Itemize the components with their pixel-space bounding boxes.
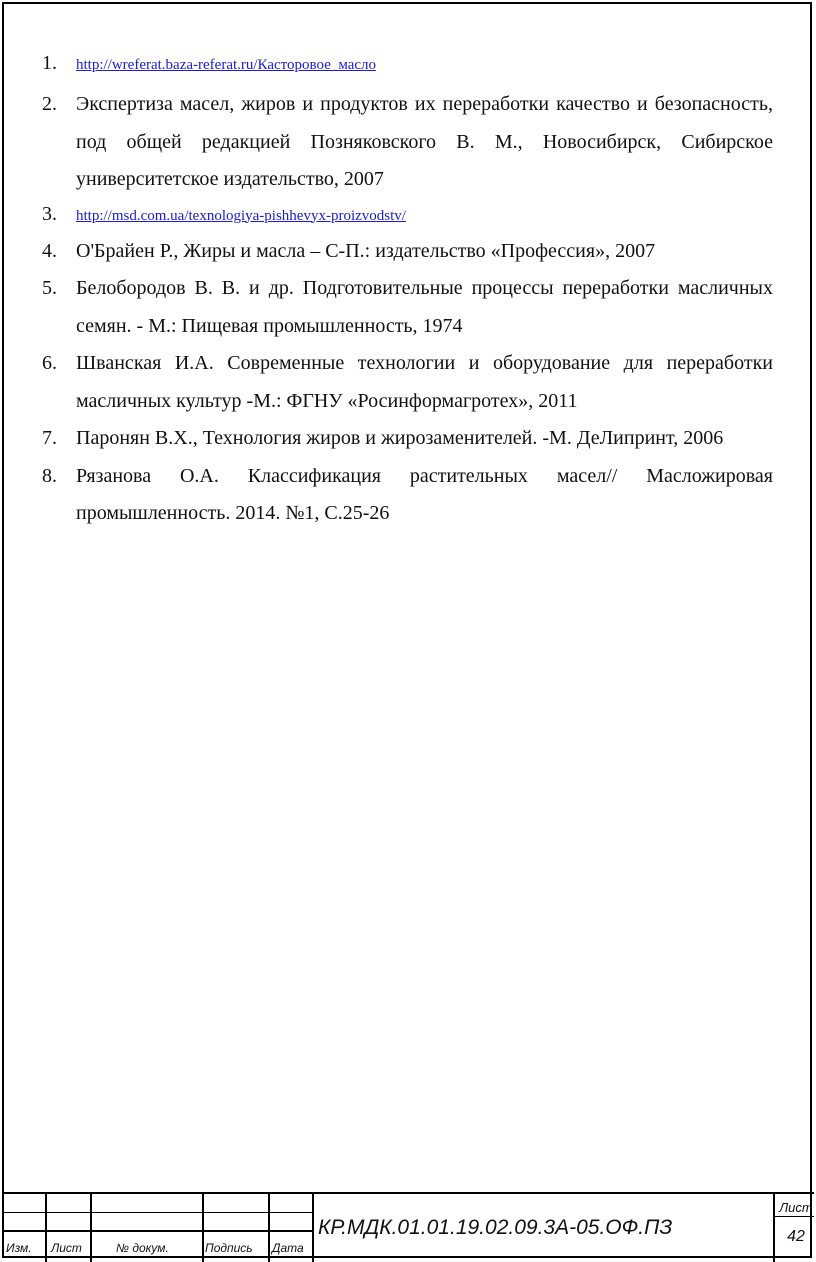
- grid-divider: [45, 1194, 47, 1262]
- reference-list-section: [42, 48, 773, 533]
- grid-divider: [202, 1194, 204, 1262]
- reference-text: Экспертиза масел, жиров и продуктов их переработки качество и безопасность, под общей редакцией Позняковского В. М., Новосибирск, Сибирское университетское издательство, 2007: [76, 93, 773, 190]
- reference-item-5: [42, 270, 773, 345]
- reference-item-8: [42, 458, 773, 533]
- col-label-sheet: Лист: [51, 1241, 82, 1255]
- reference-text: О'Брайен Р., Жиры и масла – С-П.: издательство «Профессия», 2007: [76, 239, 656, 262]
- reference-link[interactable]: http://msd.com.ua/texnologiya-pishhevyx-proizvodstv/: [76, 207, 406, 224]
- reference-number: 6.: [42, 352, 57, 374]
- col-label-date: Дата: [272, 1241, 304, 1255]
- reference-item-4: [42, 233, 773, 271]
- grid-divider: [773, 1194, 775, 1262]
- reference-item-6: [42, 345, 773, 420]
- grid-row-line: [2, 1230, 312, 1232]
- reference-text: Рязанова О.А. Классификация растительных масел// Масложировая промышленность. 2014. №1, С.25-26: [76, 464, 773, 524]
- grid-divider: [312, 1194, 314, 1262]
- sheet-number: 42: [787, 1228, 805, 1245]
- reference-number: 4.: [42, 239, 57, 262]
- grid-divider: [90, 1194, 92, 1262]
- reference-link[interactable]: http://wreferat.baza-referat.ru/Касторовое_масло: [76, 57, 377, 73]
- reference-number: 5.: [42, 277, 57, 299]
- col-label-signature: Подпись: [205, 1241, 253, 1255]
- reference-number: 2.: [42, 93, 57, 115]
- reference-item-1: [42, 48, 773, 80]
- grid-row-line: [2, 1212, 312, 1213]
- title-block: [2, 1192, 814, 1260]
- reference-item-3: [42, 199, 773, 231]
- document-code: КР.МДК.01.01.19.02.09.3А-05.ОФ.ПЗ: [318, 1216, 673, 1239]
- reference-item-7: [42, 420, 773, 458]
- col-label-doc-number: № докум.: [116, 1241, 169, 1255]
- reference-item-2: [42, 86, 773, 199]
- sheet-label: Лист: [779, 1200, 813, 1215]
- reference-text: Белобородов В. В. и др. Подготовительные процессы переработки масличных семян. - М.: Пищевая промышленность, 1974: [76, 277, 773, 337]
- reference-text: Шванская И.А. Современные технологии и оборудование для переработки масличных культур -М.: ФГНУ «Росинформагротех», 2011: [76, 352, 773, 412]
- col-label-change: Изм.: [6, 1241, 32, 1255]
- reference-number: 8.: [42, 464, 57, 487]
- reference-number: 7.: [42, 427, 57, 449]
- reference-number: 1.: [42, 52, 57, 74]
- reference-number: 3.: [42, 202, 57, 225]
- sheet-cell-divider: [773, 1216, 814, 1217]
- reference-text: Паронян В.Х., Технология жиров и жирозаменителей. -М. ДеЛипринт, 2006: [76, 427, 724, 449]
- grid-divider: [268, 1194, 270, 1262]
- reference-list: [42, 48, 773, 533]
